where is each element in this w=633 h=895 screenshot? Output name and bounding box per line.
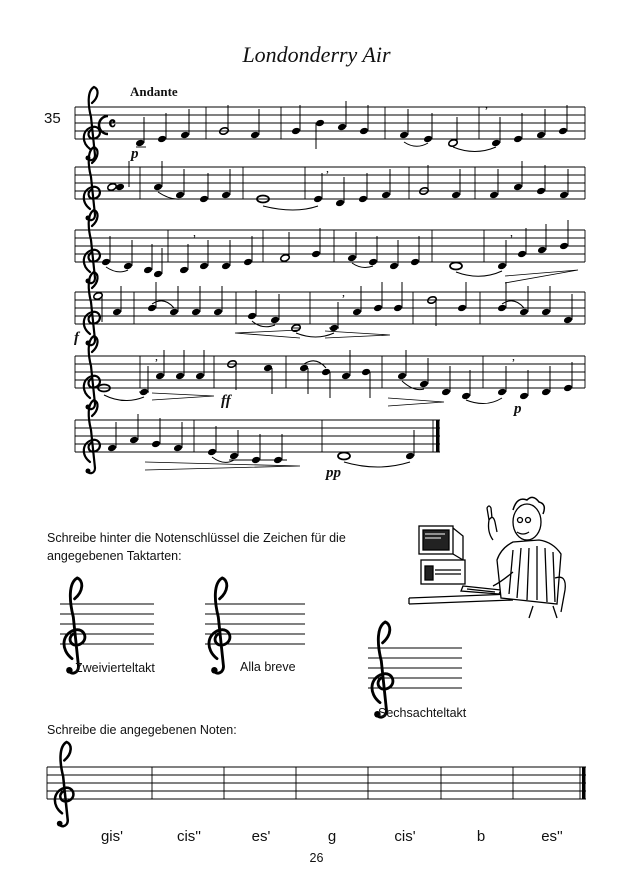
tempo-marking: Andante bbox=[130, 84, 178, 99]
page-number: 26 bbox=[309, 851, 324, 865]
svg-text:,: , bbox=[342, 285, 345, 299]
exercise-1-instruction-line-2: angegebenen Taktarten: bbox=[47, 549, 182, 563]
note-writing-staff bbox=[47, 767, 586, 799]
dynamic-pp: pp bbox=[326, 465, 341, 481]
note-label: b bbox=[476, 828, 486, 845]
svg-text:,: , bbox=[512, 349, 515, 363]
svg-text:,: , bbox=[510, 225, 513, 239]
label-sechsachteltakt: Sechsachteltakt bbox=[378, 706, 467, 720]
measure-number: 35 bbox=[44, 110, 61, 127]
note-label: es'' bbox=[541, 828, 563, 845]
svg-text:,: , bbox=[155, 349, 158, 363]
svg-text:𝄴: 𝄴 bbox=[108, 114, 117, 134]
note-label: cis'' bbox=[176, 828, 202, 845]
svg-text:,: , bbox=[193, 225, 196, 239]
staff-line-6 bbox=[75, 400, 440, 474]
label-alla-breve: Alla breve bbox=[240, 660, 296, 674]
note-label: g bbox=[327, 828, 337, 845]
note-label: cis' bbox=[394, 828, 416, 845]
exercise-1-instruction-line-1: Schreibe hinter die Notenschlüssel die Zeichen für die bbox=[47, 531, 346, 545]
note-label: gis' bbox=[100, 828, 124, 845]
dynamic-p: p bbox=[131, 146, 139, 162]
staff-line-2 bbox=[75, 147, 585, 221]
piece-title: Londonderry Air bbox=[242, 42, 391, 67]
note-label: es' bbox=[251, 828, 271, 845]
svg-text:,: , bbox=[326, 161, 329, 175]
dynamic-p-2: p bbox=[514, 401, 522, 417]
dynamic-ff: ff bbox=[221, 393, 231, 409]
cartoon-computer-user bbox=[405, 494, 570, 619]
svg-text:,: , bbox=[485, 97, 488, 111]
staff-line-5 bbox=[75, 336, 585, 410]
label-zweivierteltakt: Zweivierteltakt bbox=[75, 661, 155, 675]
dynamic-f: f bbox=[74, 330, 79, 346]
staff-line-1 bbox=[75, 87, 585, 161]
staff-line-4 bbox=[75, 272, 585, 346]
exercise-2-instruction: Schreibe die angegebenen Noten: bbox=[47, 723, 237, 737]
staff-line-3 bbox=[75, 210, 585, 284]
